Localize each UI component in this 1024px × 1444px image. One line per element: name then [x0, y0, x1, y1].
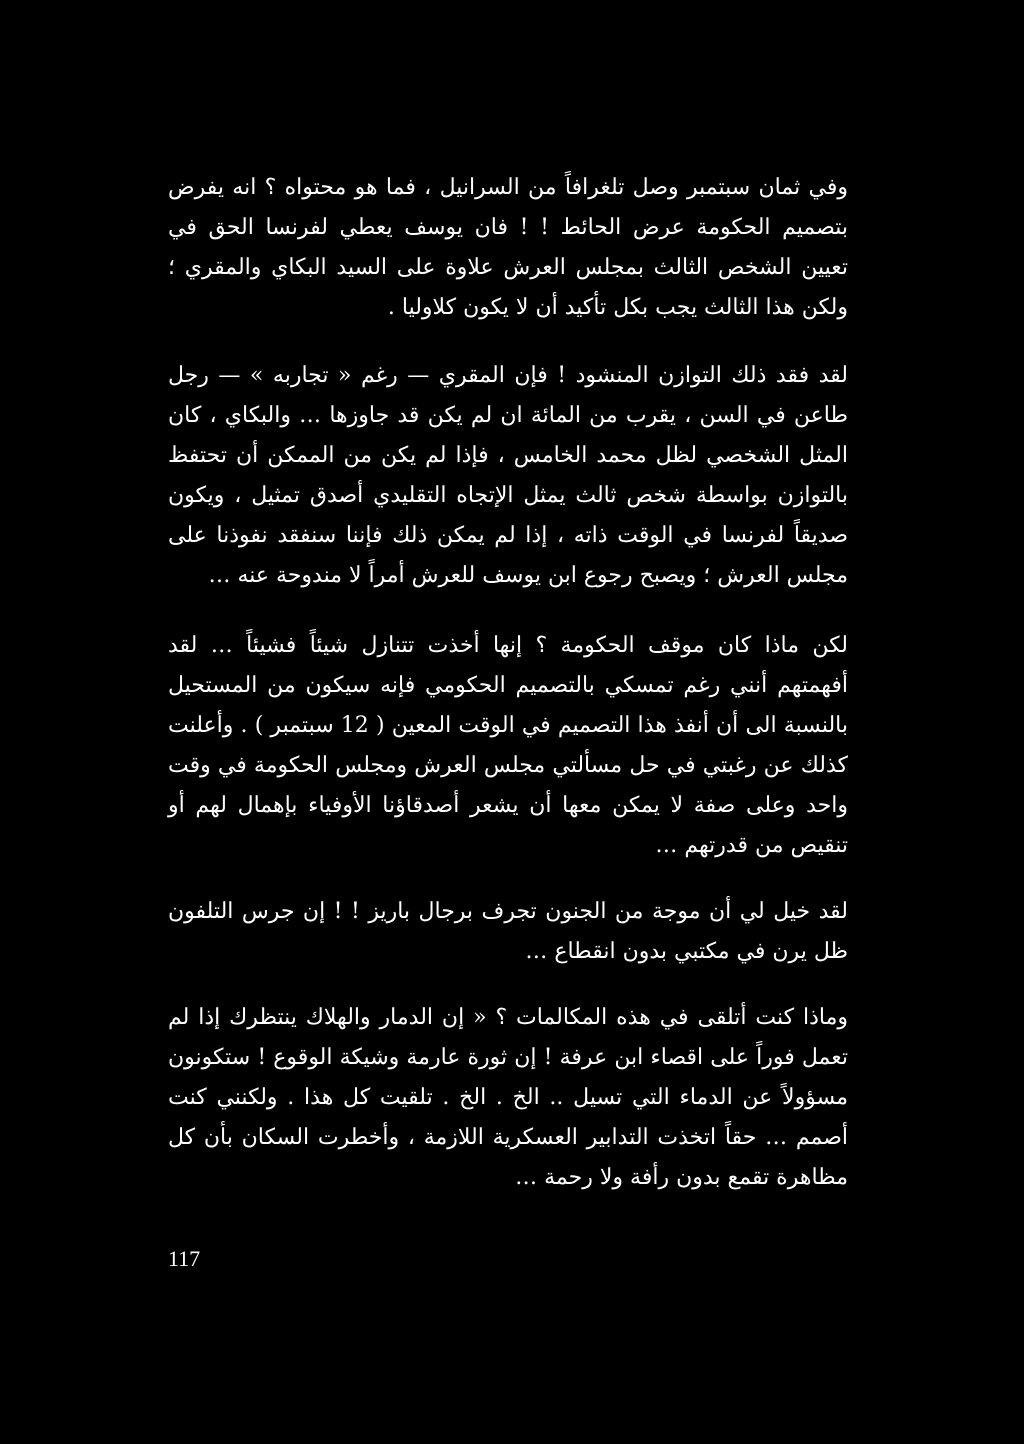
paragraph-2: لقد فقد ذلك التوازن المنشود ! فإن المقري — رغم « تجاربه » — رجل طاعن في السن ، يقرب من المائة ان لم يكن قد جاوزها … والبكاي ، كان المثل الشخصي لظل محمد الخامس ، فإذا لم يكن من الممكن أن تحتفظ بالتوازن بواسطة شخص ثالث يمثل الإتجاه التقليدي أصدق تمثيل ، ويكون صديقاً لفرنسا في الوقت ذاته ، إذا لم يمكن ذلك فإننا سنفقد نفوذنا على مجلس العرش ؛ ويصبح رجوع ابن يوسف للعرش أمراً لا مندوحة عنه … [168, 363, 848, 588]
paragraph-1: وفي ثمان سبتمبر وصل تلغرافاً من السرانيل ، فما هو محتواه ؟ انه يفرض بتصميم الحكومة عرض الحائط ! ! فان يوسف يعطي لفرنسا الحق في تعيين الشخص الثالث بمجلس العرش علاوة على السيد البكاي والمقري ؛ ولكن هذا الثالث يجب بكل تأكيد أن لا يكون كلاوليا . [168, 175, 848, 320]
paragraph-5: وماذا كنت أتلقى في هذه المكالمات ؟ « إن الدمار والهلاك ينتظرك إذا لم تعمل فوراً على اقصاء ابن عرفة ! إن ثورة عارمة وشيكة الوقوع ! ستكونون مسؤولاً عن الدماء التي تسيل .. الخ . الخ . تلقيت كل هذا . ولكنني كنت أصمم … حقاً اتخذت التدابير العسكرية اللازمة ، وأخطرت السكان بأن كل مظاهرة تقمع بدون رأفة ولا رحمة … [168, 1005, 848, 1190]
page-number: 117 [168, 1246, 201, 1271]
body-text [168, 168, 848, 1198]
paragraph-3: لكن ماذا كان موقف الحكومة ؟ إنها أخذت تتنازل شيئاً فشيئاً … لقد أفهمتهم أنني رغم تمسكي بالتصميم الحكومي فإنه سيكون من المستحيل بالنسبة الى أن أنفذ هذا التصميم في الوقت المعين ( 12 سبتمبر ) . وأعلنت كذلك عن رغبتي في حل مسألتي مجلس العرش ومجلس الحكومة في وقت واحد وعلى صفة لا يمكن معها أن يشعر أصدقاؤنا الأوفياء بإهمال لهم أو تنقيص من قدرتهم … [168, 633, 848, 858]
paragraph-4: لقد خيل لي أن موجة من الجنون تجرف برجال باريز ! ! إن جرس التلفون ظل يرن في مكتبي بدون انقطاع … [168, 899, 848, 964]
